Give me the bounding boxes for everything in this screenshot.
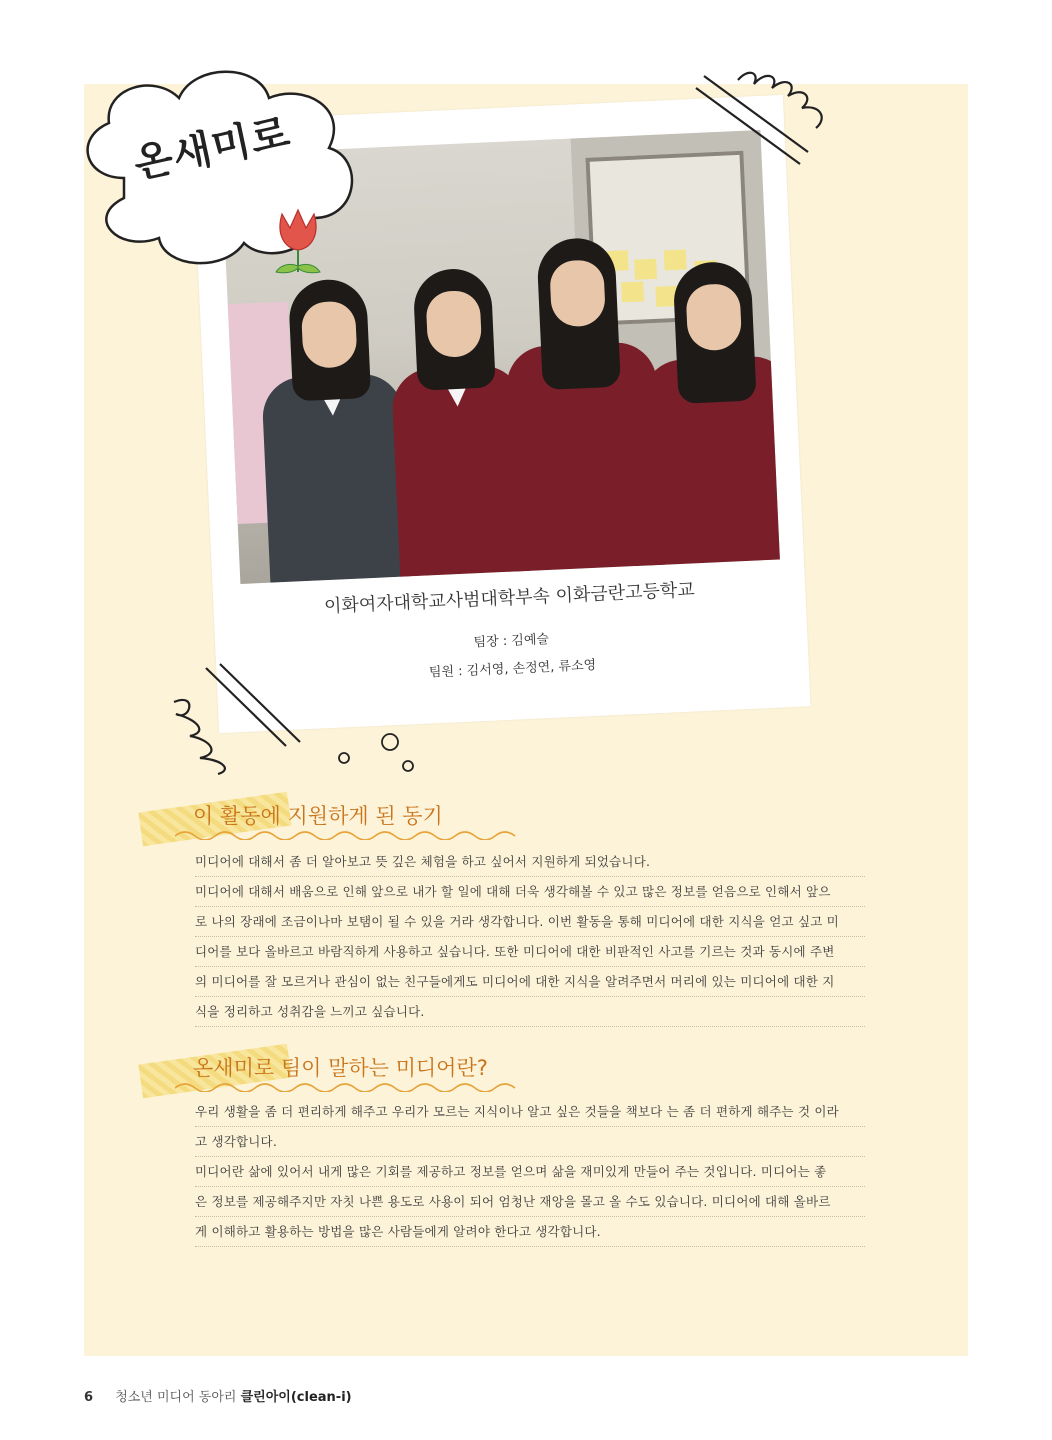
section-title-motivation: 이 활동에 지원하게 된 동기	[193, 804, 443, 828]
section-title-media: 온새미로 팀이 말하는 미디어란?	[193, 1056, 488, 1080]
brand-name: 클린아이(clean-i)	[240, 1390, 352, 1405]
wave-underline	[175, 826, 520, 840]
body-line: 로 나의 장래에 조금이나마 보탬이 될 수 있을 거라 생각합니다. 이번 활동을 통해 미디어에 대한 지식을 얻고 싶고 미	[195, 910, 865, 937]
page-footer	[84, 1386, 352, 1405]
team-name-title: 온새미로	[129, 109, 295, 188]
body-line: 은 정보를 제공해주지만 자칫 나쁜 용도로 사용이 되어 엄청난 재앙을 몰고 올 수도 있습니다. 미디어에 대해 올바르	[195, 1190, 865, 1217]
body-line: 미디어에 대해서 좀 더 알아보고 뜻 깊은 체험을 하고 싶어서 지원하게 되었습니다.	[195, 850, 865, 877]
body-line: 의 미디어를 잘 모르거나 관심이 없는 친구들에게도 미디어에 대한 지식을 알려주면서 머리에 있는 미디어에 대한 지	[195, 970, 865, 997]
body-line: 디어를 보다 올바르고 바람직하게 사용하고 싶습니다. 또한 미디어에 대한 비판적인 사고를 기르는 것과 동시에 주변	[195, 940, 865, 967]
body-line: 미디어란 삶에 있어서 내게 많은 기회를 제공하고 정보를 얻으며 삶을 재미있게 만들어 주는 것입니다. 미디어는 좋	[195, 1160, 865, 1187]
team-members: 팀원 : 김서영, 손정연, 류소영	[428, 657, 597, 681]
body-line: 식을 정리하고 성취감을 느끼고 싶습니다.	[195, 1000, 865, 1027]
tulip-icon	[268, 206, 328, 278]
page-number: 6	[84, 1390, 94, 1405]
body-line: 게 이해하고 활용하는 방법을 많은 사람들에게 알려야 한다고 생각합니다.	[195, 1220, 865, 1247]
body-line: 고 생각합니다.	[195, 1130, 865, 1157]
section-body-motivation	[195, 850, 865, 1030]
body-line: 미디어에 대해서 배움으로 인해 앞으로 내가 할 일에 대해 더욱 생각해볼 수 있고 많은 정보를 얻음으로 인해서 앞으	[195, 880, 865, 907]
team-leader: 팀장 : 김예슬	[473, 632, 550, 651]
publication-name: 청소년 미디어 동아리	[115, 1390, 237, 1405]
curly-doodle-icon	[168, 662, 438, 782]
school-name: 이화여자대학교사범대학부속 이화금란고등학교	[323, 579, 696, 618]
wave-underline	[175, 1078, 520, 1092]
body-line: 우리 생활을 좀 더 편리하게 해주고 우리가 모르는 지식이나 알고 싶은 것들을 책보다 는 좀 더 편하게 해주는 것 이라	[195, 1100, 865, 1127]
section-body-media	[195, 1100, 865, 1250]
swirl-doodle-icon	[690, 68, 840, 178]
